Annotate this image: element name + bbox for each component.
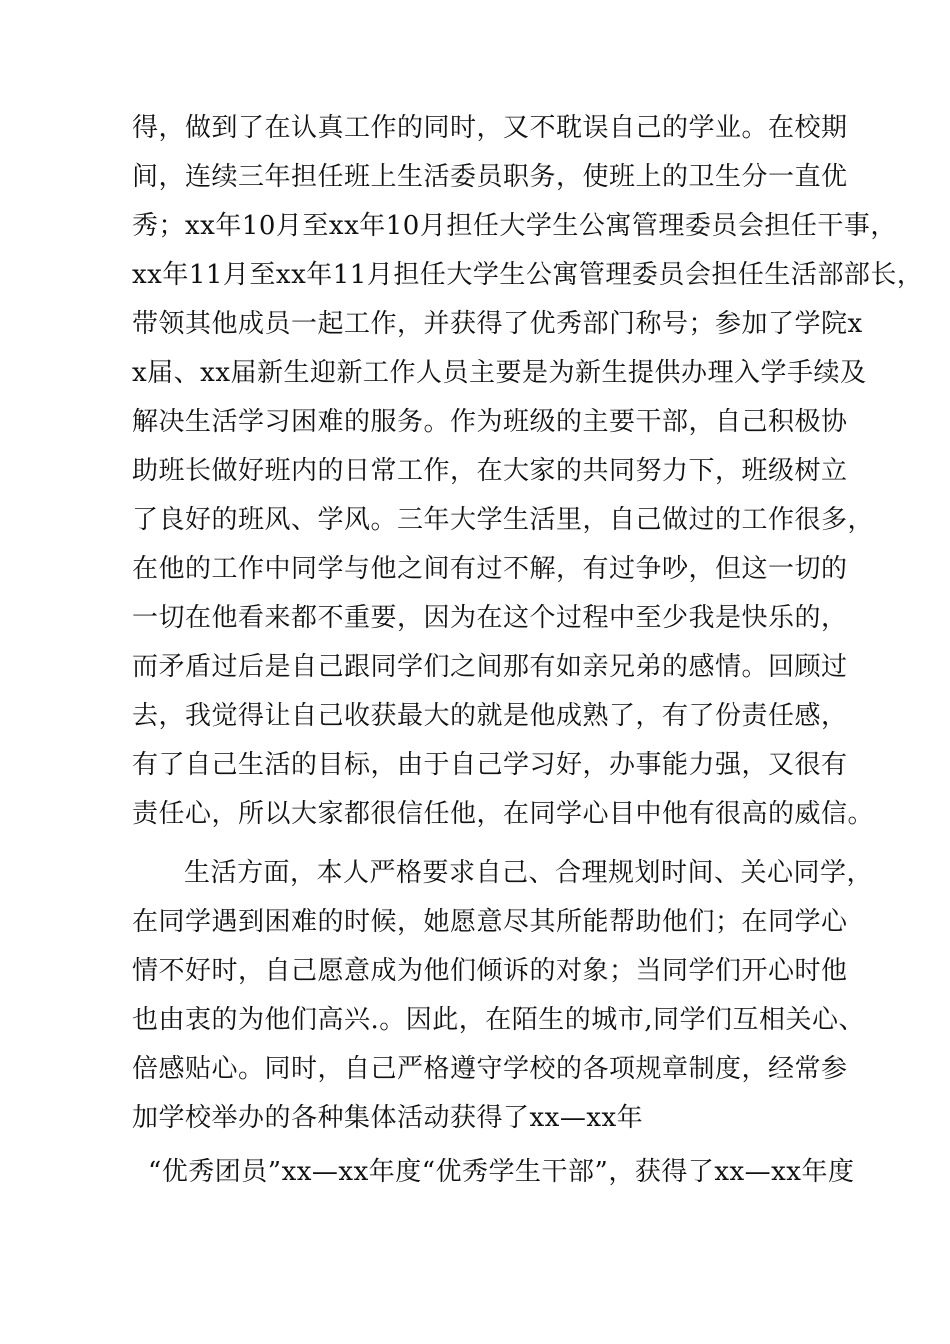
text-line-1: 得，做到了在认真工作的同时，又不耽误自己的学业。在校期 [132,113,848,143]
text-line-12: 而矛盾过后是自己跟同学们之间那有如亲兄弟的感情。回顾过 [132,652,848,682]
text-line-4: xx年11月至xx年11月担任大学生公寓管理委员会担任生活部部长， [132,260,924,290]
text-line-6: x届、xx届新生迎新工作人员主要是为新生提供办理入学手续及 [132,358,867,388]
text-line-22: “优秀团员”xx—xx年度“优秀学生干部”，获得了xx—xx年度 [148,1157,855,1187]
text-line-18: 情不好时，自己愿意成为他们倾诉的对象；当同学们开心时他 [132,956,848,986]
text-line-10: 在他的工作中同学与他之间有过不解，有过争吵，但这一切的 [132,554,848,584]
text-line-19: 也由衷的为他们高兴.。因此，在陌生的城市,同学们互相关心、 [132,1005,866,1035]
text-line-5: 带领其他成员一起工作，并获得了优秀部门称号；参加了学院x [132,309,863,339]
text-line-2: 间，连续三年担任班上生活委员职务，使班上的卫生分一直优 [132,162,848,192]
text-line-16-paragraph-start: 生活方面，本人严格要求自己、合理规划时间、关心同学， [184,858,874,888]
text-line-3: 秀；xx年10月至xx年10月担任大学生公寓管理委员会担任干事， [132,211,897,241]
text-line-9: 了良好的班风、学风。三年大学生活里，自己做过的工作很多， [132,505,875,535]
text-line-7: 解决生活学习困难的服务。作为班级的主要干部，自己积极协 [132,407,848,437]
text-line-8: 助班长做好班内的日常工作，在大家的共同努力下，班级树立 [132,456,848,486]
text-line-20: 倍感贴心。同时，自己严格遵守学校的各项规章制度，经常参 [132,1054,848,1084]
text-line-21: 加学校举办的各种集体活动获得了xx—xx年 [132,1103,644,1133]
text-line-14: 有了自己生活的目标，由于自己学习好，办事能力强，又很有 [132,750,848,780]
text-line-15: 责任心，所以大家都很信任他，在同学心目中他有很高的威信。 [132,799,875,829]
text-line-17: 在同学遇到困难的时候，她愿意尽其所能帮助他们；在同学心 [132,907,848,937]
text-line-11: 一切在他看来都不重要，因为在这个过程中至少我是快乐的， [132,603,848,633]
text-line-13: 去，我觉得让自己收获最大的就是他成熟了，有了份责任感， [132,701,848,731]
